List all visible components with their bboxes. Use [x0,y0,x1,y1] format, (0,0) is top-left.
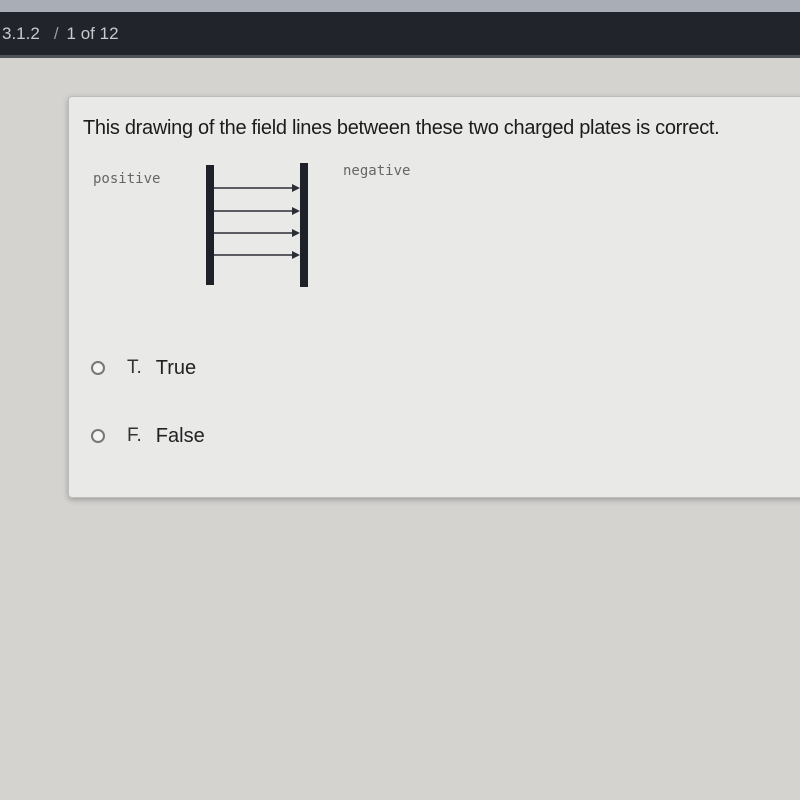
quiz-progress [2,24,119,44]
positive-plate-label: positive [93,171,161,187]
question-counter: 1 of 12 [66,24,119,43]
plates-diagram [199,163,319,291]
option-letter: F. [127,425,142,446]
radio-button-true[interactable] [91,361,105,375]
arrowhead-icon [292,229,300,237]
option-false[interactable] [91,421,205,451]
negative-plate [300,163,308,287]
separator: / [53,24,59,43]
option-label: True [155,356,197,379]
quiz-header-bar [0,12,800,58]
option-label: False [155,424,205,447]
field-line [214,184,300,192]
field-line [214,207,300,215]
charged-plates-figure [89,159,429,295]
negative-plate-label: negative [343,163,411,179]
option-true[interactable] [91,353,196,383]
radio-button-false[interactable] [91,429,105,443]
option-letter: T. [127,357,142,378]
field-line [214,251,300,259]
arrowhead-icon [292,184,300,192]
browser-strip [0,0,800,12]
positive-plate [206,165,214,285]
section-number: 3.1.2 [2,24,40,43]
question-text: This drawing of the field lines between these two charged plates is correct. [83,117,720,139]
question-card [68,96,800,498]
arrowhead-icon [292,207,300,215]
field-line [214,229,300,237]
arrowhead-icon [292,251,300,259]
